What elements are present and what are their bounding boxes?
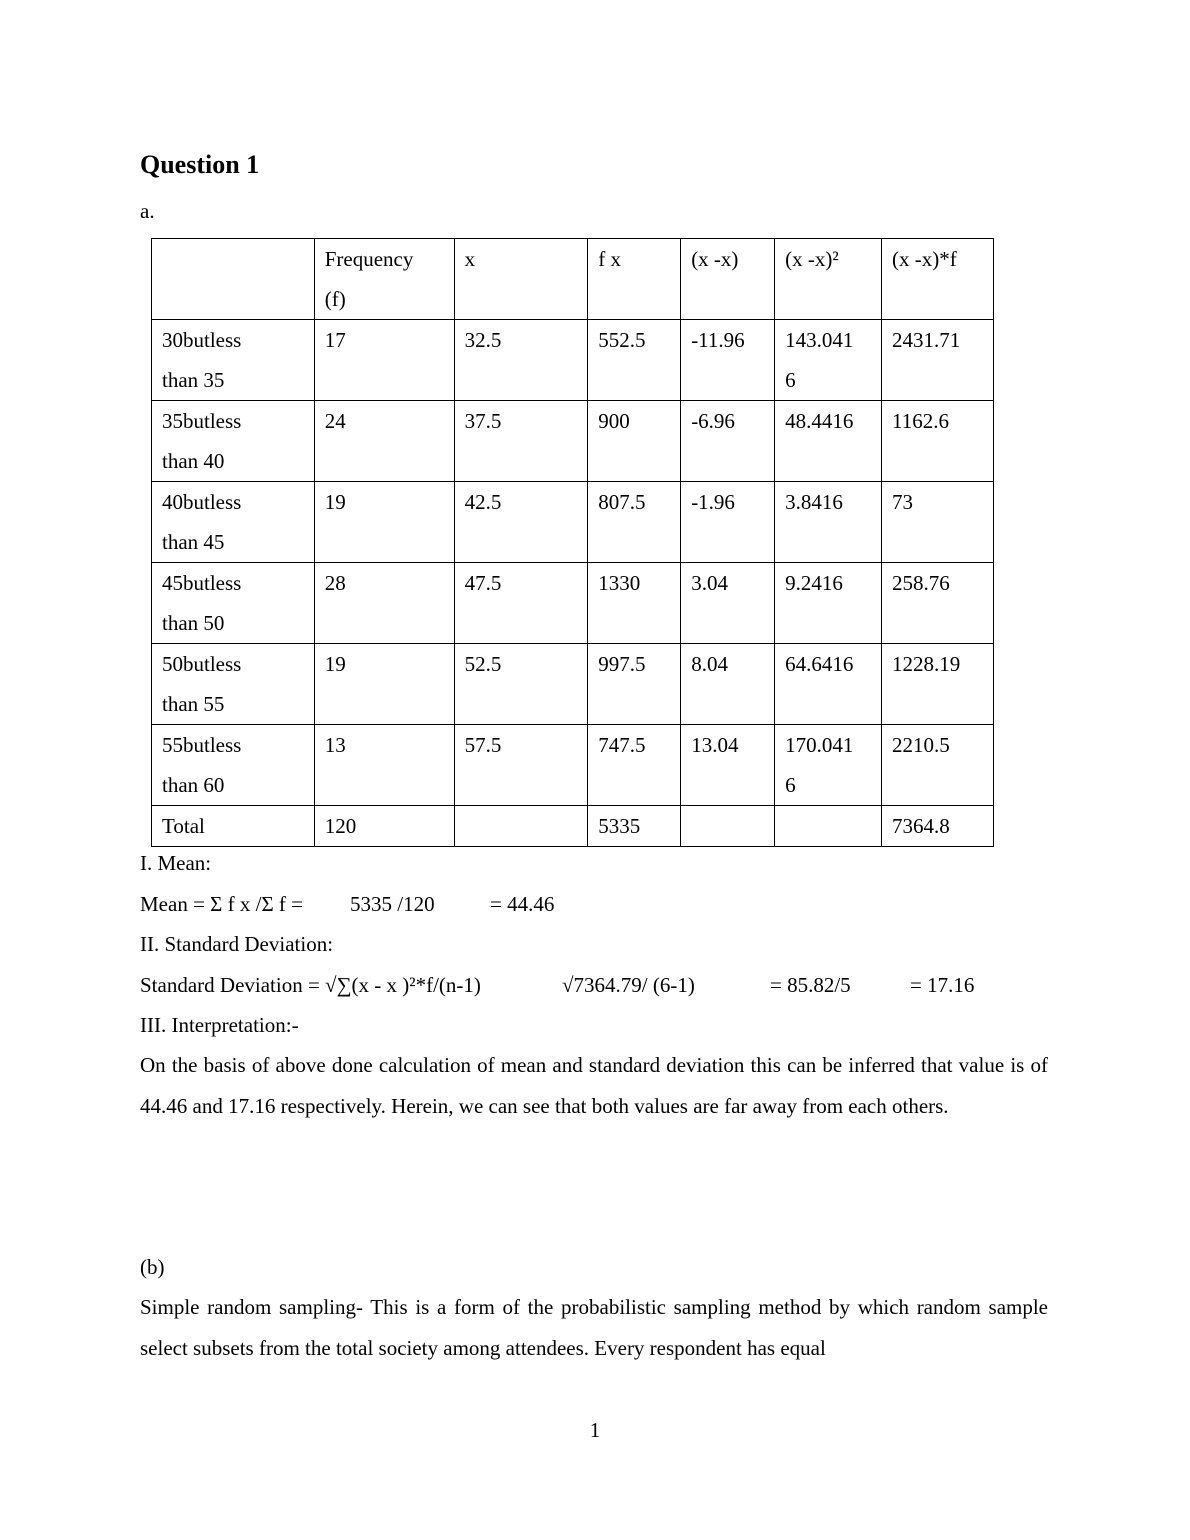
range-end: than 35 [162, 368, 225, 392]
cell-devf: 1162.6 [882, 401, 994, 482]
cell-x: 47.5 [454, 563, 588, 644]
header-cell: (x -x)² [775, 239, 882, 320]
total-devf: 7364.8 [882, 806, 994, 847]
header-cell [314, 239, 454, 320]
header-cell: f x [588, 239, 681, 320]
mean-formula: Mean = Σ f x /Σ f = [140, 892, 304, 916]
cell-devf: 258.76 [882, 563, 994, 644]
cell-devf: 73 [882, 482, 994, 563]
frequency-table [151, 238, 994, 847]
cell-x: 32.5 [454, 320, 588, 401]
range-cell [152, 563, 315, 644]
mean-heading: I. Mean: [140, 851, 212, 875]
range-start: 55 [162, 733, 183, 757]
range-end: than 40 [162, 449, 225, 473]
header-cell: (x -x) [681, 239, 775, 320]
range-cell [152, 725, 315, 806]
cell-f: 17 [314, 320, 454, 401]
table-row [152, 320, 994, 401]
cell-fx: 552.5 [588, 320, 681, 401]
cell-devf: 2431.71 [882, 320, 994, 401]
page-number: 1 [589, 1418, 601, 1442]
cell-f: 19 [314, 644, 454, 725]
cell-x: 52.5 [454, 644, 588, 725]
table-header-row [152, 239, 994, 320]
range-word: but [183, 328, 210, 352]
part-b-text: Simple random sampling- This is a form of the probabilistic sampling method by which random sample select subsets from the total society among attendees. Every respondent has equal [140, 1295, 1048, 1360]
cell-fx: 900 [588, 401, 681, 482]
range-start: 35 [162, 409, 183, 433]
total-f: 120 [314, 806, 454, 847]
sd-step2: = 85.82/5 [770, 973, 851, 997]
mean-calculation: 5335 /120 [350, 892, 435, 916]
cell-x: 37.5 [454, 401, 588, 482]
range-end: than 55 [162, 692, 225, 716]
cell-fx: 1330 [588, 563, 681, 644]
cell-dev: 8.04 [681, 644, 775, 725]
dev2-value: 143.0416 [785, 328, 854, 392]
cell-fx: 747.5 [588, 725, 681, 806]
table-total-row [152, 806, 994, 847]
cell-dev2: 48.4416 [775, 401, 882, 482]
range-cell [152, 644, 315, 725]
table-row [152, 401, 994, 482]
cell-dev2: 3.8416 [775, 482, 882, 563]
sd-step1: √7364.79/ (6-1) [562, 973, 695, 997]
range-word: less [209, 328, 242, 352]
cell-dev2 [775, 320, 882, 401]
cell-dev2 [775, 725, 882, 806]
table-row [152, 482, 994, 563]
range-word: but [183, 733, 210, 757]
total-dev [681, 806, 775, 847]
range-word: less [209, 652, 242, 676]
sd-formula: Standard Deviation = √∑(x - x )²*f/(n-1) [140, 973, 481, 997]
range-start: 40 [162, 490, 183, 514]
range-word: less [209, 409, 242, 433]
range-word: less [209, 571, 242, 595]
range-start: 50 [162, 652, 183, 676]
cell-dev: 13.04 [681, 725, 775, 806]
table-row [152, 725, 994, 806]
table-row [152, 644, 994, 725]
cell-devf: 2210.5 [882, 725, 994, 806]
cell-fx: 807.5 [588, 482, 681, 563]
cell-x: 42.5 [454, 482, 588, 563]
range-start: 30 [162, 328, 183, 352]
total-fx: 5335 [588, 806, 681, 847]
range-start: 45 [162, 571, 183, 595]
cell-dev2: 64.6416 [775, 644, 882, 725]
interpretation-text: On the basis of above done calculation of mean and standard deviation this can be inferred that value is of 44.46 and 17.16 respectively. Herein, we can see that both values are far away from each others. [140, 1053, 1048, 1118]
cell-dev: -6.96 [681, 401, 775, 482]
dev2-value: 170.0416 [785, 733, 854, 797]
mean-result: = 44.46 [490, 892, 555, 916]
range-end: than 60 [162, 773, 225, 797]
cell-f: 28 [314, 563, 454, 644]
sd-heading: II. Standard Deviation: [140, 932, 334, 956]
header-cell: (x -x)*f [882, 239, 994, 320]
range-cell [152, 482, 315, 563]
cell-dev: 3.04 [681, 563, 775, 644]
cell-fx: 997.5 [588, 644, 681, 725]
range-word: but [183, 409, 210, 433]
table-row [152, 563, 994, 644]
cell-devf: 1228.19 [882, 644, 994, 725]
cell-dev: -11.96 [681, 320, 775, 401]
total-label: Total [152, 806, 315, 847]
range-cell [152, 401, 315, 482]
sd-result: = 17.16 [910, 973, 975, 997]
header-cell: x [454, 239, 588, 320]
range-word: but [183, 652, 210, 676]
range-word: but [183, 571, 210, 595]
header-cell [152, 239, 315, 320]
range-word: but [183, 490, 210, 514]
cell-f: 13 [314, 725, 454, 806]
range-word: less [209, 733, 242, 757]
part-b-label: (b) [140, 1255, 165, 1279]
interpretation-heading: III. Interpretation:- [140, 1013, 299, 1037]
question-heading: Question 1 [140, 150, 260, 179]
cell-f: 24 [314, 401, 454, 482]
cell-f: 19 [314, 482, 454, 563]
part-a-label: a. [140, 199, 155, 223]
total-x [454, 806, 588, 847]
total-dev2 [775, 806, 882, 847]
range-cell [152, 320, 315, 401]
cell-dev2: 9.2416 [775, 563, 882, 644]
range-word: less [209, 490, 242, 514]
range-end: than 50 [162, 611, 225, 635]
range-end: than 45 [162, 530, 225, 554]
cell-dev: -1.96 [681, 482, 775, 563]
cell-x: 57.5 [454, 725, 588, 806]
header-frequency: Frequency (f) [324, 247, 414, 311]
